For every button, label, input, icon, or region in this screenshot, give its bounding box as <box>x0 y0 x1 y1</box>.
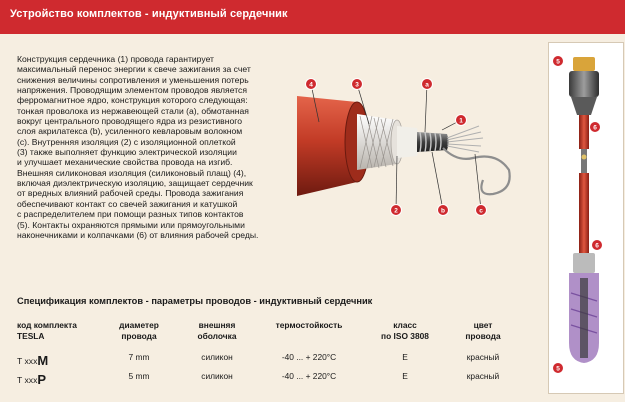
page-title: Устройство комплектов - индуктивный сердечник <box>10 8 288 20</box>
color-cell: красный <box>466 371 500 381</box>
svg-text:a: a <box>425 81 429 89</box>
marker-4 <box>306 79 317 90</box>
svg-text:c: c <box>479 207 483 215</box>
marker-1 <box>456 115 467 126</box>
marker-3 <box>352 79 363 90</box>
table-row <box>17 352 547 366</box>
header-temp: термостойкость <box>275 320 343 330</box>
svg-text:1: 1 <box>459 117 463 125</box>
wire-segment <box>579 173 589 253</box>
marker-a <box>422 79 433 90</box>
top-terminal <box>573 57 595 71</box>
svg-text:6: 6 <box>595 242 599 250</box>
ignition-lead-diagram <box>549 43 623 393</box>
svg-text:b: b <box>441 207 445 215</box>
svg-text:5: 5 <box>556 365 560 373</box>
marker-5-bottom <box>553 363 564 374</box>
marker-2 <box>391 205 402 216</box>
header-shell: внешняя оболочка <box>197 320 237 341</box>
header-class: класс по ISO 3808 <box>381 320 429 341</box>
diameter-cell: 5 mm <box>128 371 150 381</box>
svg-text:3: 3 <box>355 81 359 89</box>
header-code: код комплекта TESLA <box>17 320 77 341</box>
temp-cell: -40 ... + 220°C <box>281 352 337 362</box>
code-cell: T xxxP <box>17 372 47 387</box>
shell-cell: силикон <box>201 371 233 381</box>
description-text: Конструкция сердечника (1) провода гарантирует максимальный перенос энергии к свече зажигания за счет снижения величины сопротивления и уменьшения потерь напряжения. Проводящим элементом проводов является ферромагнитное ядро, конструкция которого следующая: тонкая проволока из нержавеющей стали (a), обмотанная вокруг центрального проводящего ядра из резистивного слоя акрилатекса (b), усиленного кевларовым волокном (c). Внутренняя изоляция (2) с изоляционной оплеткой (3) также выполняет функцию электрической изоляции и улучшает механические свойства провода на изгиб. Внешняя силиконовая изоляция (силиконовый плащ) (4), включая диэлектрическую изоляцию, защищает сердечник от вредных влияний рабочей среды. Провода зажигания обеспечивают контакт со свечей зажигания и катушкой с распределителем при помощи разных типов контактов (5). Контакты охраняются прямыми или прямоугольными наконечниками и колпачками (6) от влияния рабочей среды. <box>17 54 259 240</box>
marker-b <box>438 205 449 216</box>
table-row <box>17 371 547 385</box>
svg-text:4: 4 <box>309 81 313 89</box>
marker-5-top <box>553 56 564 67</box>
shell-cell: силикон <box>201 352 233 362</box>
top-boot <box>569 71 599 97</box>
color-cell: красный <box>466 352 500 362</box>
header-color: цвет провода <box>465 320 501 341</box>
code-cell: T xxxM <box>17 353 49 368</box>
marker-6-bottom <box>592 240 603 251</box>
svg-text:2: 2 <box>394 207 398 215</box>
lead-illustration-panel <box>548 42 624 394</box>
svg-text:5: 5 <box>556 58 560 66</box>
header-bar <box>0 0 625 34</box>
svg-text:6: 6 <box>593 124 597 132</box>
marker-6-top <box>590 122 601 133</box>
header-diameter: диаметер провода <box>119 320 159 341</box>
class-cell: E <box>402 371 408 381</box>
marker-c <box>476 205 487 216</box>
class-cell: E <box>402 352 408 362</box>
cable-diagram <box>297 62 543 232</box>
spec-title: Спецификация комплектов - параметры проводов - индуктивный сердечник <box>17 296 373 306</box>
temp-cell: -40 ... + 220°C <box>281 371 337 381</box>
diameter-cell: 7 mm <box>128 352 150 362</box>
